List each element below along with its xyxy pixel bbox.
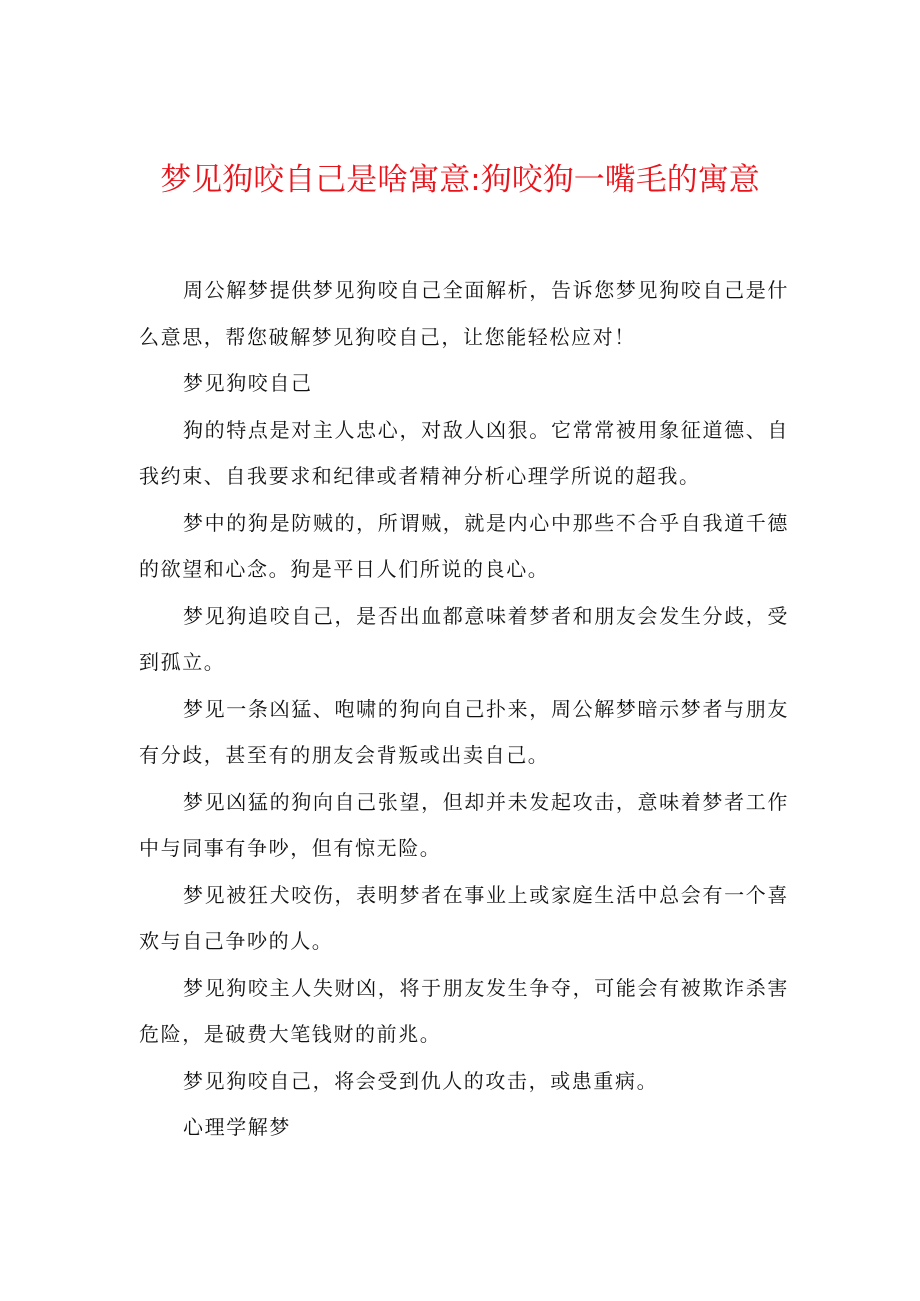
paragraph: 梦见一条凶猛、咆啸的狗向自己扑来，周公解梦暗示梦者与朋友有分歧，甚至有的朋友会背叛或出卖自己。 <box>139 696 789 767</box>
paragraph: 梦见狗咬自己，将会受到仇人的攻击，或患重病。 <box>183 1068 659 1093</box>
section-heading-psychology: 心理学解梦 <box>183 1115 291 1139</box>
document-body <box>139 267 789 1151</box>
paragraph: 梦见狗咬主人失财凶，将于朋友发生争夺，可能会有被欺诈杀害危险，是破费大笔钱财的前兆。 <box>139 975 789 1046</box>
paragraph-intro: 周公解梦提供梦见狗咬自己全面解析，告诉您梦见狗咬自己是什么意思，帮您破解梦见狗咬自己，让您能轻松应对！ <box>139 278 789 349</box>
section-heading-dream-dog-bite: 梦见狗咬自己 <box>183 371 313 395</box>
paragraph: 梦中的狗是防贼的，所谓贼，就是内心中那些不合乎自我道千德的欲望和心念。狗是平日人们所说的良心。 <box>139 510 789 581</box>
paragraph: 梦见凶猛的狗向自己张望，但却并未发起攻击，意味着梦者工作中与同事有争吵，但有惊无险。 <box>139 789 789 860</box>
paragraph: 梦见被狂犬咬伤，表明梦者在事业上或家庭生活中总会有一个喜欢与自己争吵的人。 <box>139 882 789 953</box>
document-title: 梦见狗咬自己是啥寓意:狗咬狗一嘴毛的寓意 <box>160 162 760 198</box>
paragraph: 狗的特点是对主人忠心，对敌人凶狠。它常常被用象征道德、自我约束、自我要求和纪律或者精神分析心理学所说的超我。 <box>139 417 789 488</box>
paragraph: 梦见狗追咬自己，是否出血都意味着梦者和朋友会发生分歧，受到孤立。 <box>139 603 789 674</box>
